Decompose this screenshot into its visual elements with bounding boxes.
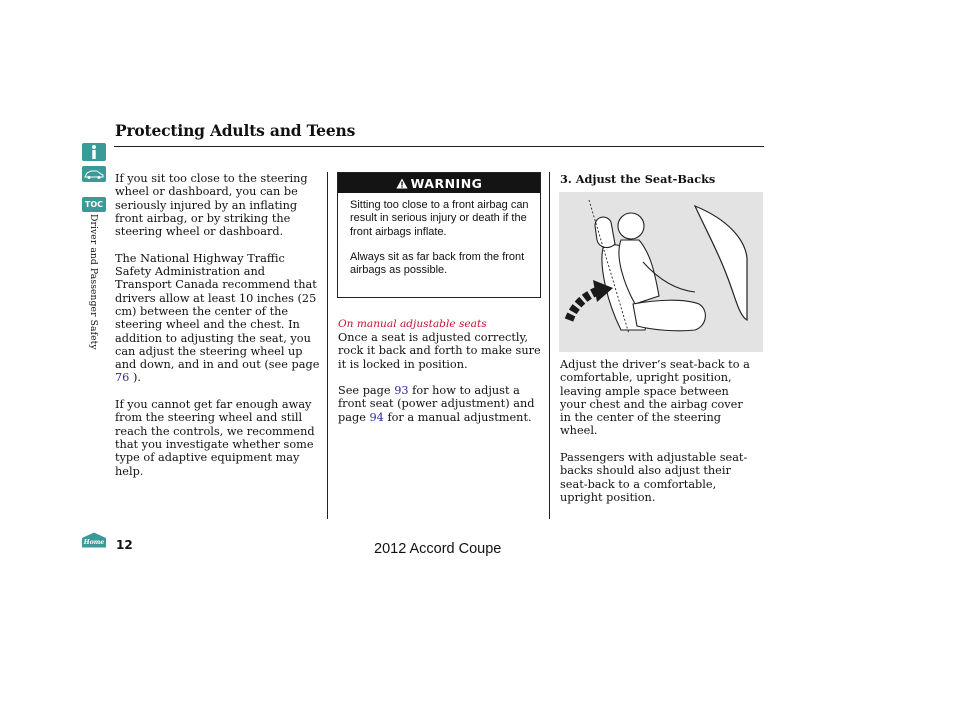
seat-back-illustration — [559, 192, 763, 352]
toc-button[interactable] — [82, 197, 106, 212]
section-label: Driver and Passenger Safety — [88, 214, 99, 350]
warning-header — [338, 173, 540, 193]
page-title: Protecting Adults and Teens — [115, 121, 356, 140]
title-rule — [114, 146, 764, 147]
column-divider-left — [327, 172, 328, 519]
info-icon[interactable] — [82, 143, 106, 161]
warning-body — [338, 193, 540, 277]
warning-heading: WARNING — [410, 175, 483, 191]
manual-seats-subhead: On manual adjustable seats — [338, 318, 487, 330]
middle-paragraph-1: Once a seat is adjusted correctly, rock it back and forth to make sure it is locked in position. — [338, 331, 541, 371]
column-divider-right — [549, 172, 550, 519]
model-name: 2012 Accord Coupe — [374, 541, 502, 557]
middle-paragraph-2: See page 93 for how to adjust a front seat (power adjustment) and page 94 for a manual adjustment. — [338, 384, 535, 424]
right-paragraph-1: Adjust the driver’s seat-back to a comfortable, upright position, leaving ample space between your chest and the airbag cover in the center of the steering wheel. — [560, 358, 750, 438]
left-column — [115, 172, 323, 491]
page-link-94[interactable]: 94 — [369, 410, 384, 424]
warning-box — [337, 172, 541, 298]
left-paragraph-2: The National Highway Traffic Safety Administration and Transport Canada recommend that drivers allow at least 10 inches (25 cm) between the center of the steering wheel and the chest. In addition to adjusting the seat, you can adjust the steering wheel up and down, and in and out (see page 76 ). — [115, 251, 320, 385]
car-icon[interactable] — [82, 166, 106, 182]
page-link-76[interactable]: 76 — [115, 371, 130, 385]
page-number: 12 — [116, 538, 133, 552]
warning-text-2: Always sit as far back from the front airbags as possible. — [350, 250, 525, 277]
toc-label: TOC — [84, 200, 104, 209]
left-paragraph-3: If you cannot get far enough away from the steering wheel and still reach the controls, we recommend that you investigate whether some type of adaptive equipment may help. — [115, 398, 315, 478]
page-link-93[interactable]: 93 — [394, 384, 409, 398]
warning-text-1: Sitting too close to a front airbag can result in serious injury or death if the front airbags inflate. — [350, 199, 529, 238]
left-paragraph-1: If you sit too close to the steering wheel or dashboard, you can be seriously injured by an inflating front airbag, or by striking the steering wheel or dashboard. — [115, 172, 308, 239]
home-label: Home — [83, 539, 105, 546]
home-button[interactable] — [81, 532, 107, 548]
right-paragraph-2: Passengers with adjustable seat-backs should also adjust their seat-back to a comfortable, upright position. — [560, 451, 748, 504]
middle-column — [338, 318, 544, 437]
seat-backs-heading: 3. Adjust the Seat-Backs — [560, 172, 716, 186]
right-column-text — [560, 358, 754, 518]
warning-triangle-icon — [396, 178, 408, 189]
